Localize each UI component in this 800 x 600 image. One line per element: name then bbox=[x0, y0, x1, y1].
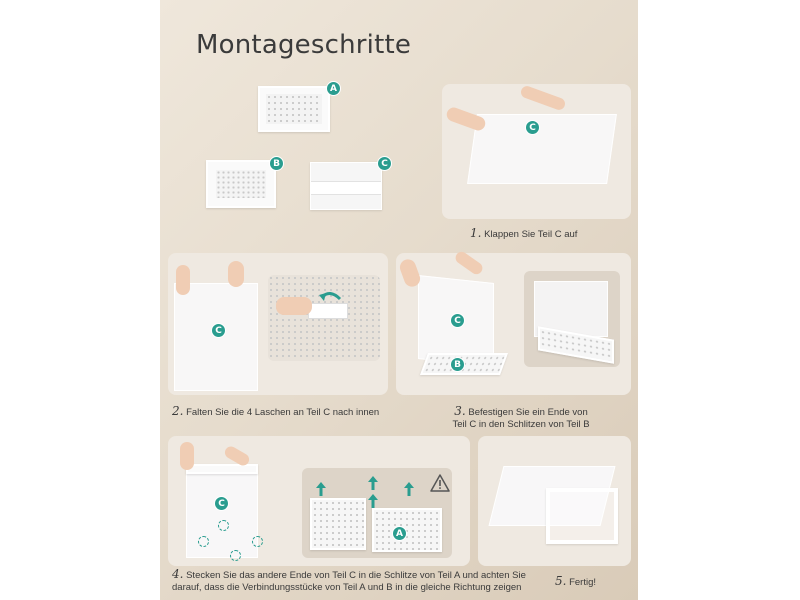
hand-step2-left bbox=[176, 265, 190, 295]
connector-marker-1 bbox=[218, 520, 229, 531]
step-5-number: 5. bbox=[555, 574, 567, 588]
step-2-image bbox=[168, 253, 388, 395]
step-2-detail-inset bbox=[268, 275, 380, 361]
step-4-image bbox=[168, 436, 470, 566]
page-title: Montageschritte bbox=[196, 30, 412, 60]
step-3-number: 3. bbox=[454, 404, 466, 418]
box-top-a bbox=[186, 464, 258, 474]
part-b-image bbox=[206, 160, 276, 208]
step-2-text: Falten Sie die 4 Laschen an Teil C nach innen bbox=[186, 407, 380, 418]
part-c-badge-step3: C bbox=[450, 313, 465, 328]
box-upright bbox=[186, 468, 258, 558]
up-arrow-icon-3 bbox=[368, 494, 378, 508]
up-arrow-icon-4 bbox=[404, 482, 414, 496]
part-a-image bbox=[258, 86, 330, 132]
part-a-badge-step4: A bbox=[392, 526, 407, 541]
warning-triangle-icon bbox=[430, 474, 450, 492]
hand-step4-left bbox=[180, 442, 194, 470]
step-1-image bbox=[442, 84, 631, 219]
instruction-sheet bbox=[160, 0, 638, 600]
step-4-number: 4. bbox=[172, 567, 184, 581]
step-5-text: Fertig! bbox=[569, 577, 597, 588]
up-arrow-icon-1 bbox=[316, 482, 326, 496]
part-c-badge-step4: C bbox=[214, 496, 229, 511]
part-c-badge: C bbox=[377, 156, 392, 171]
part-b-badge: B bbox=[269, 156, 284, 171]
step-5-image bbox=[478, 436, 631, 566]
fold-arrow-icon bbox=[318, 289, 342, 303]
step-4-text: Stecken Sie das andere Ende von Teil C in die Schlitze von Teil A und achten Sie darauf, dass die Verbindungsstücke von Teil A und B in die gleiche Richtung zeigen bbox=[172, 570, 526, 593]
step-3-detail-inset bbox=[524, 271, 620, 367]
folded-box bbox=[467, 114, 617, 184]
hand-step3-right bbox=[453, 249, 484, 276]
step-2-caption bbox=[172, 405, 392, 419]
part-a-badge: A bbox=[326, 81, 341, 96]
part-c-image bbox=[310, 162, 382, 210]
up-arrow-icon-2 bbox=[368, 476, 378, 490]
part-c-badge-step1: C bbox=[525, 120, 540, 135]
hand-right bbox=[519, 84, 566, 111]
step-3-image bbox=[396, 253, 631, 395]
part-b-badge-step3: B bbox=[450, 357, 465, 372]
hand-step2-right bbox=[228, 261, 244, 287]
step-1-number: 1. bbox=[470, 226, 482, 240]
part-c-badge-step2: C bbox=[211, 323, 226, 338]
step-2-number: 2. bbox=[172, 404, 184, 418]
assembled-box-front bbox=[546, 488, 618, 544]
connector-marker-4 bbox=[230, 550, 241, 561]
step-3-caption bbox=[446, 405, 596, 431]
connector-marker-3 bbox=[252, 536, 263, 547]
step-5-caption bbox=[555, 575, 596, 589]
step-3-text: Befestigen Sie ein Ende von Teil C in den Schlitzen von Teil B bbox=[452, 407, 590, 430]
step-1-text: Klappen Sie Teil C auf bbox=[484, 229, 578, 240]
step-1-caption bbox=[470, 227, 577, 241]
connector-marker-2 bbox=[198, 536, 209, 547]
step-4-caption bbox=[172, 568, 542, 594]
hand-left bbox=[445, 106, 487, 133]
